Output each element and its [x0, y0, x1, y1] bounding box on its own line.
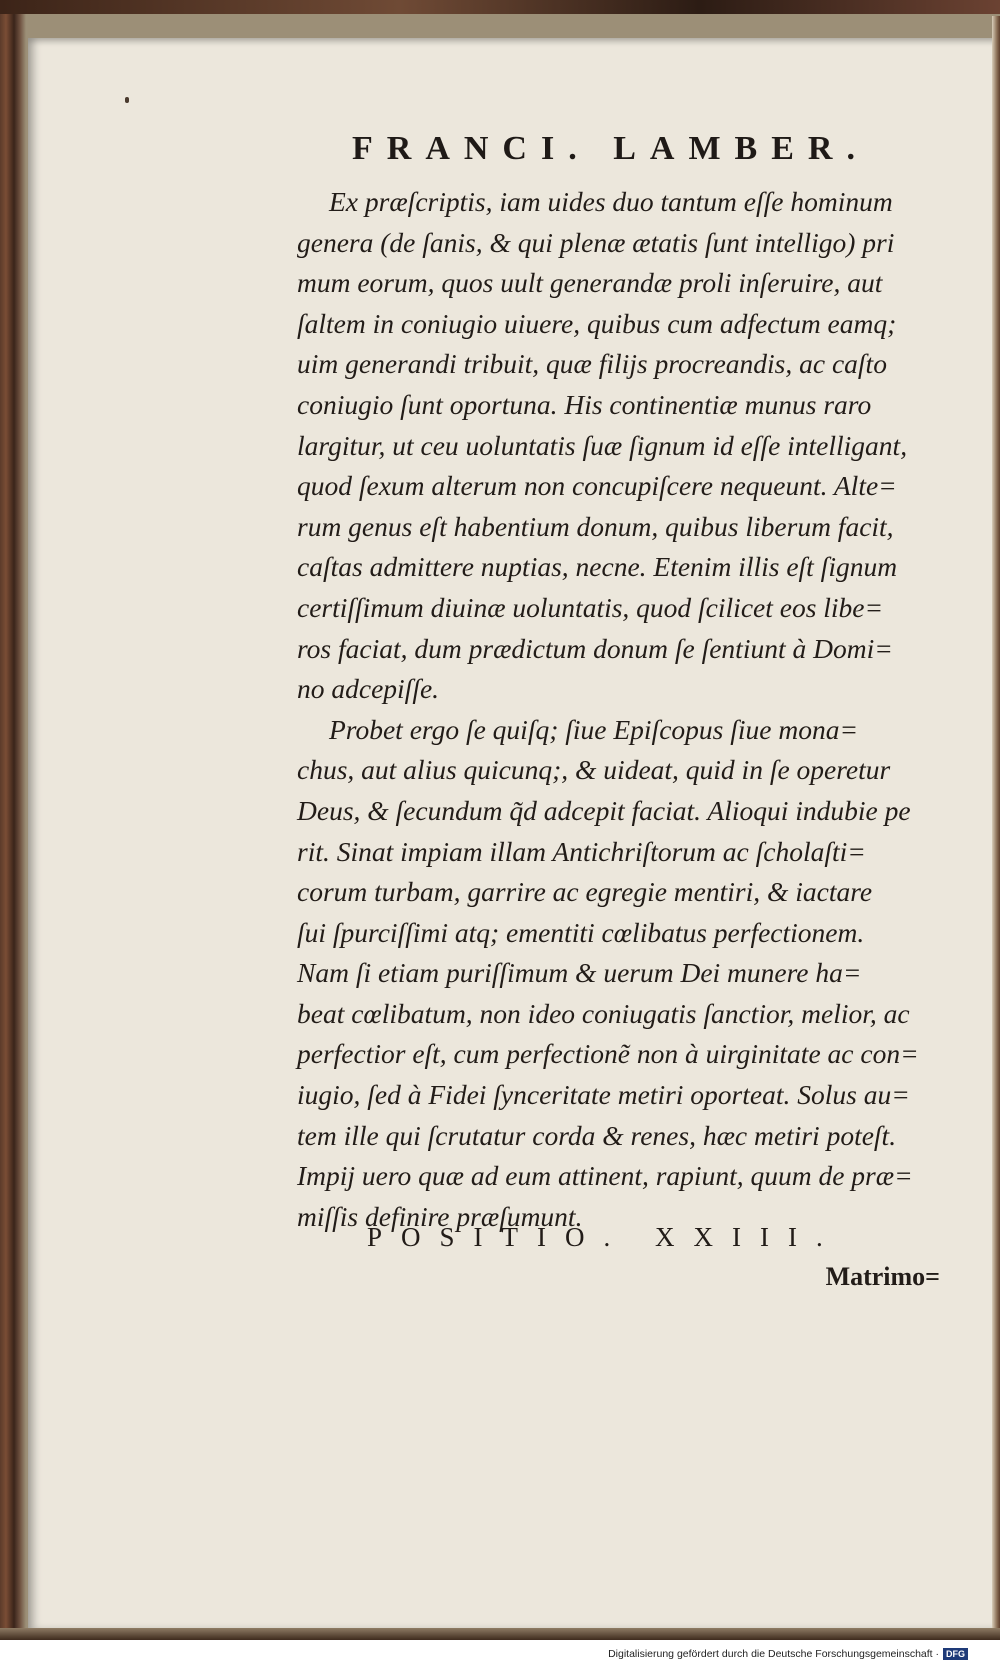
text-line: mum eorum, quos uult generandæ proli inſeruire, aut — [297, 267, 883, 299]
text-line: ros faciat, dum prædictum donum ſe ſentiunt à Domi= — [297, 632, 893, 664]
ink-spot — [125, 97, 129, 103]
text-line: rum genus eſt habentium donum, quibus liberum facit, — [297, 510, 894, 542]
section-heading: POSITIO. XXIII. — [367, 1222, 842, 1252]
text-line: quod ſexum alterum non concupiſcere nequeunt. Alte= — [297, 470, 897, 502]
text-line: Ex præſcriptis, iam uides duo tantum eſſe hominum — [329, 186, 893, 217]
text-line: rit. Sinat impiam illam Antichriſtorum ac ſcholaſti= — [297, 835, 866, 867]
text-line: ſaltem in coniugio uiuere, quibus cum adfectum eamq; — [297, 307, 897, 339]
catchword: Matrimo= — [825, 1262, 940, 1291]
text-line: Probet ergo ſe quiſq; ſiue Epiſcopus ſiue mona= — [329, 713, 858, 745]
text-line: perfectior eſt, cum perfectionẽ non à uirginitate ac con= — [297, 1038, 919, 1070]
text-line: Deus, & ſecundum q̃d adcepit faciat. Alioqui indubie pe — [297, 794, 911, 826]
text-line: genera (de ſanis, & qui plenæ ætatis ſunt intelligo) pri — [297, 226, 895, 258]
text-line: caſtas admittere nuptias, necne. Etenim illis eſt ſignum — [297, 551, 898, 583]
text-line: uim generandi tribuit, quæ filijs procreandis, ac caſto — [297, 348, 887, 380]
text-line: Impij uero quæ ad eum attinent, rapiunt, quum de præ= — [297, 1160, 913, 1192]
text-line: no adcepiſſe. — [297, 673, 440, 705]
book-edge-right — [992, 16, 1000, 1636]
running-head: FRANCI. LAMBER. — [352, 130, 869, 167]
text-line: certiſſimum diuinæ uoluntatis, quod ſcilicet eos libe= — [297, 591, 884, 623]
body-text — [297, 182, 932, 1237]
text-line: iugio, ſed à Fidei ſynceritate metiri oporteat. Solus au= — [297, 1079, 910, 1111]
text-line: Nam ſi etiam puriſſimum & uerum Dei munere ha= — [297, 957, 862, 989]
text-line: coniugio ſunt oportuna. His continentiæ munus raro — [297, 388, 872, 420]
text-line: ſui ſpurciſſimi atq; ementiti cœlibatus perfectionem. — [297, 916, 865, 948]
text-line: beat cœlibatum, non ideo coniugatis ſanctior, melior, ac — [297, 997, 910, 1029]
text-line: chus, aut alius quicunq;, & uideat, quid in ſe operetur — [297, 754, 891, 786]
text-line: tem ille qui ſcrutatur corda & renes, hæc metiri poteſt. — [297, 1119, 897, 1151]
text-line: largitur, ut ceu uoluntatis ſuæ ſignum id eſſe intelligant, — [297, 429, 908, 461]
dfg-logo: DFG — [943, 1648, 968, 1660]
digitization-credit — [608, 1648, 968, 1660]
text-line: miſſis definire præſumunt. — [297, 1200, 583, 1232]
credit-text: Digitalisierung gefördert durch die Deutsche Forschungsgemeinschaft · — [608, 1648, 939, 1660]
text-line: corum turbam, garrire ac egregie mentiri, & iactare — [297, 876, 873, 908]
book-edge-bottom — [0, 1628, 1000, 1640]
